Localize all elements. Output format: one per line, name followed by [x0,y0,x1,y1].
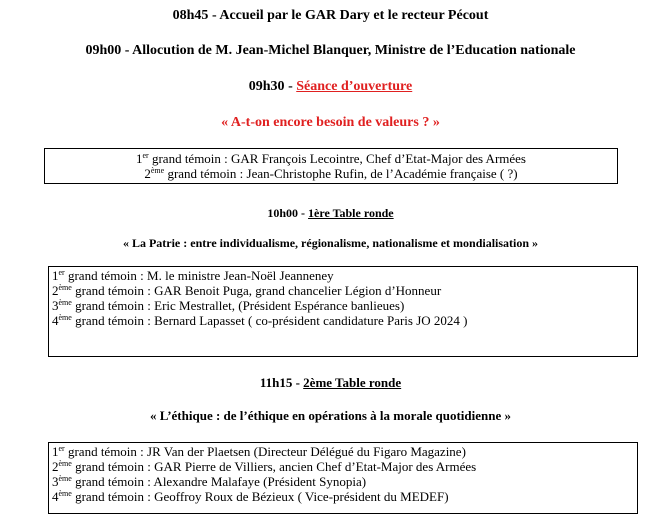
witness-row [49,298,637,313]
witness-row [49,459,637,474]
separator: - [284,79,297,94]
ordinal-suffix: ème [58,489,72,498]
table-ronde-title: 1ère Table ronde [308,206,394,220]
witness-text: grand témoin : Eric Mestrallet, (Président Espérance banlieues) [71,298,405,313]
witness-ordinal: 1 [52,444,59,459]
program-item-0900 [0,43,661,59]
ordinal-suffix: er [58,444,65,453]
ordinal-suffix: ème [58,474,72,483]
separator: - [208,8,220,23]
ordinal-suffix: er [142,151,149,160]
item-title: Allocution de M. Jean-Michel Blanquer, Ministre de l’Education nationale [132,43,576,58]
time-label: 09h30 [248,79,285,94]
program-item-1000 [0,205,661,221]
witness-row [49,268,637,283]
witness-text: grand témoin : Bernard Lapasset ( co-président candidature Paris JO 2024 ) [71,313,468,328]
table-ronde-theme: « La Patrie : entre individualisme, régionalisme, nationalisme et mondialisation » [122,236,539,250]
witness-ordinal: 2 [52,283,59,298]
witness-ordinal: 3 [52,474,59,489]
witness-ordinal: 2 [52,459,59,474]
witness-ordinal: 2 [144,166,151,181]
ordinal-suffix: ème [58,459,72,468]
witness-row [45,166,617,181]
ordinal-suffix: ème [58,283,72,292]
witness-row [49,313,637,328]
ordinal-suffix: er [58,268,65,277]
session-title-opening: Séance d’ouverture [296,79,413,94]
time-label: 11h15 [259,375,293,390]
separator: - [121,43,133,58]
witness-ordinal: 4 [52,313,59,328]
witness-text: grand témoin : GAR François Lecointre, Chef d’Etat-Major des Armées [148,151,526,166]
witness-text: grand témoin : GAR Pierre de Villiers, ancien Chef d’Etat-Major des Armées [71,459,477,474]
time-label: 09h00 [85,43,122,58]
session-theme-opening: « A-t-on encore besoin de valeurs ? » [221,115,440,130]
witness-box-table-ronde-2 [48,442,638,514]
witness-row [49,444,637,459]
witness-box-opening [44,148,618,184]
program-item-1115 [0,375,661,391]
witness-row [49,283,637,298]
witness-text: grand témoin : JR Van der Plaetsen (Directeur Délégué du Figaro Magazine) [64,444,466,459]
program-item-0845 [0,8,661,24]
witness-text: grand témoin : Jean-Christophe Rufin, de l’Académie française ( ?) [164,166,518,181]
witness-ordinal: 4 [52,489,59,504]
separator: - [298,206,309,220]
item-title: Accueil par le GAR Dary et le recteur Pécout [219,8,489,23]
witness-ordinal: 1 [136,151,143,166]
table-ronde-theme: « L’éthique : de l’éthique en opérations à la morale quotidienne » [149,408,511,423]
time-label: 10h00 [267,206,299,220]
witness-row [45,151,617,166]
witness-ordinal: 1 [52,268,59,283]
witness-ordinal: 3 [52,298,59,313]
separator: - [292,375,304,390]
witness-row [49,474,637,489]
witness-text: grand témoin : Geoffroy Roux de Bézieux ( Vice-président du MEDEF) [71,489,449,504]
witness-box-table-ronde-1 [48,266,638,357]
witness-row [49,489,637,504]
ordinal-suffix: ème [58,313,72,322]
ordinal-suffix: ème [150,166,165,175]
table-ronde-title: 2ème Table ronde [303,375,402,390]
program-item-0930 [0,79,661,95]
witness-text: grand témoin : GAR Benoit Puga, grand chancelier Légion d’Honneur [71,283,442,298]
witness-text: grand témoin : Alexandre Malafaye (Président Synopia) [71,474,367,489]
ordinal-suffix: ème [58,298,72,307]
witness-text: grand témoin : M. le ministre Jean-Noël Jeanneney [64,268,334,283]
time-label: 08h45 [172,8,209,23]
